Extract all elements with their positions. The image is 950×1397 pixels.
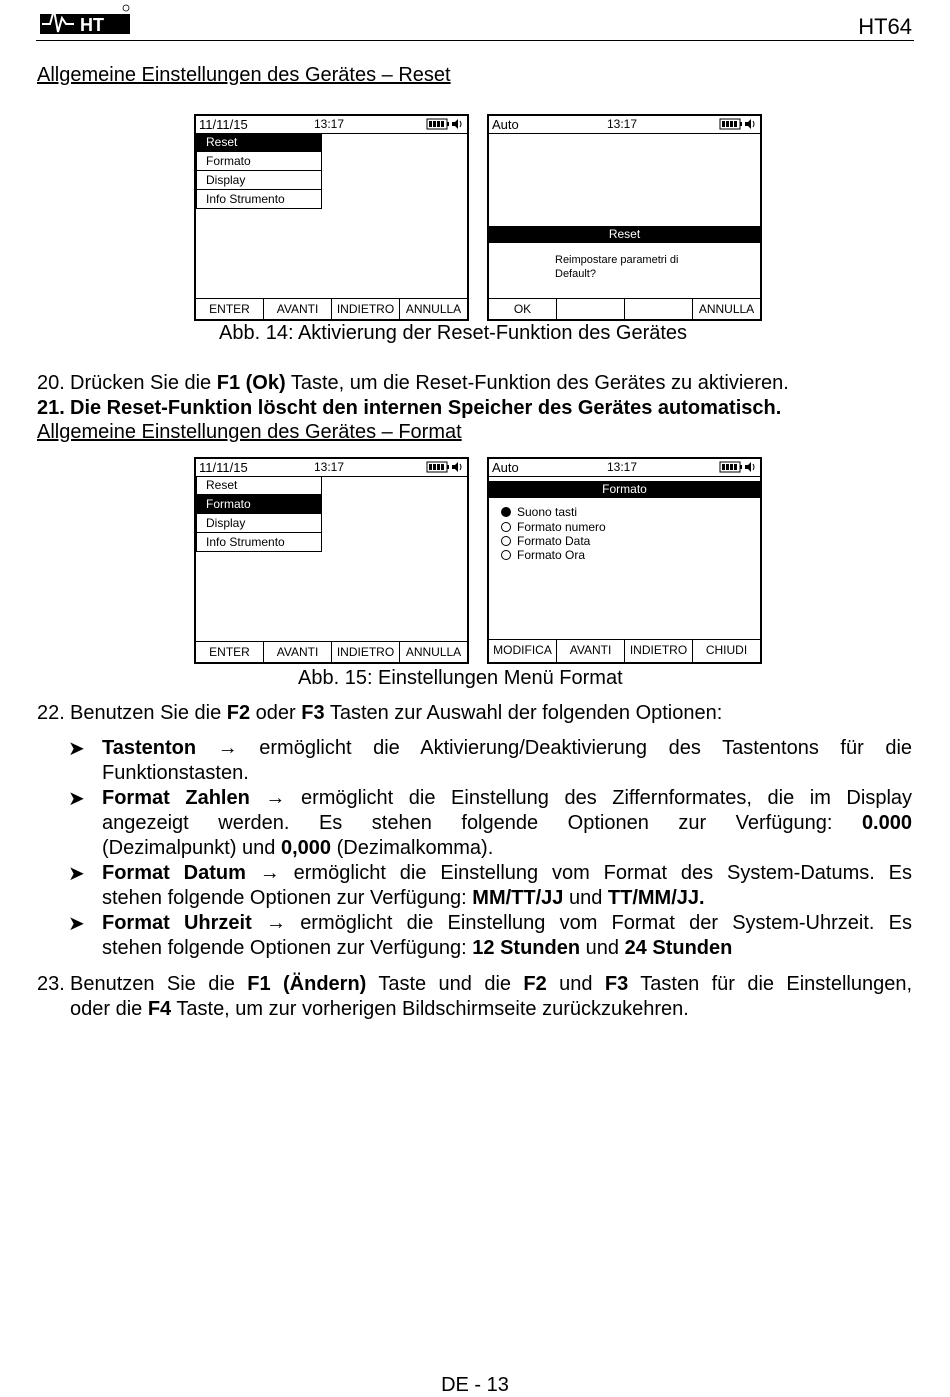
option-value: 24 Stunden — [624, 937, 733, 959]
option-label: Suono tasti — [517, 505, 578, 519]
bullet-arrow-icon: ➤ — [68, 913, 85, 935]
softkey-annulla[interactable]: ANNULLA — [405, 645, 462, 659]
screen-settings-menu-format — [194, 457, 469, 664]
softkey-empty-2 — [557, 299, 625, 319]
option-label: Formato numero — [517, 520, 606, 534]
radio-selected-icon — [501, 507, 511, 517]
menu-item-reset[interactable]: Reset — [196, 133, 322, 152]
reset-dialog-message-2: Default? — [555, 268, 596, 280]
battery-speaker-icon — [426, 117, 464, 131]
option-value: MM/TT/JJ — [472, 887, 564, 909]
bullet-arrow-icon: ➤ — [68, 738, 85, 760]
brand-text: HT — [80, 15, 104, 35]
softkey-ok[interactable]: OK — [489, 299, 557, 319]
status-bar — [196, 116, 467, 134]
status-bar — [489, 459, 760, 477]
option-label: Formato Ora — [517, 548, 586, 562]
option-formato-data[interactable] — [501, 534, 590, 548]
step-22 — [37, 701, 722, 726]
menu-item-reset[interactable]: Reset — [196, 476, 322, 495]
status-time: 13:17 — [314, 117, 345, 131]
softkey-bar — [489, 298, 760, 319]
step-number: 21. — [37, 397, 65, 419]
radio-icon — [501, 550, 511, 560]
right-arrow-icon: → — [265, 787, 286, 809]
bullet-tastenton — [102, 736, 912, 786]
step-23 — [37, 972, 912, 1022]
option-label: Formato Data — [517, 534, 591, 548]
softkey-enter[interactable]: ENTER — [196, 642, 264, 662]
status-bar — [196, 459, 467, 477]
bullet-format-uhrzeit — [102, 911, 912, 961]
bullet-arrow-icon: ➤ — [68, 788, 85, 810]
ht-logo — [40, 4, 130, 36]
menu-item-formato[interactable]: Formato — [196, 495, 322, 514]
battery-speaker-icon — [719, 117, 757, 131]
menu-item-formato[interactable]: Formato — [196, 152, 322, 171]
radio-icon — [501, 536, 511, 546]
bullet-text: stehen folgende Optionen zur Verfügung: — [102, 937, 473, 959]
bullet-text: (Dezimalpunkt) und — [102, 837, 281, 859]
page-number: DE - 13 — [441, 1374, 509, 1396]
softkey-bar — [489, 639, 760, 662]
bullet-text: ermöglicht die Aktivierung/Deaktivierung des Tastentons für die — [259, 737, 913, 759]
step-20 — [37, 371, 789, 396]
key-f2: F2 — [226, 702, 251, 724]
softkey-avanti[interactable]: AVANTI — [264, 299, 332, 319]
figure-caption-14: Abb. 14: Aktivierung der Reset-Funktion des Gerätes — [219, 322, 688, 344]
step-text: Tasten für die Einstellungen, — [628, 973, 913, 995]
step-text: und — [546, 973, 605, 995]
softkey-bar — [196, 298, 467, 319]
settings-menu — [196, 133, 322, 209]
status-time: 13:17 — [607, 117, 638, 131]
step-text: Benutzen Sie die — [70, 973, 248, 995]
section-heading-format: Allgemeine Einstellungen des Gerätes – Format — [37, 421, 462, 443]
softkey-indietro[interactable]: INDIETRO — [332, 299, 400, 319]
status-mode: Auto — [492, 460, 519, 475]
menu-item-info-strumento[interactable]: Info Strumento — [196, 533, 322, 552]
bullet-text: Funktionstasten. — [102, 762, 249, 784]
reset-dialog-title: Reset — [489, 226, 760, 243]
bullet-text: stehen folgende Optionen zur Verfügung: — [102, 887, 473, 909]
softkey-chiudi[interactable]: CHIUDI — [705, 643, 748, 657]
step-number: 22. — [37, 702, 65, 724]
key-f4: F4 — [147, 998, 172, 1020]
option-value: 12 Stunden — [472, 937, 581, 959]
softkey-empty-3 — [625, 299, 693, 319]
bullet-text: ermöglicht die Einstellung vom Format der System-Uhrzeit. Es — [300, 912, 912, 934]
menu-item-display[interactable]: Display — [196, 514, 322, 533]
bullet-format-datum — [102, 861, 912, 911]
step-21 — [37, 396, 781, 421]
header-rule — [36, 40, 914, 41]
key-f3: F3 — [604, 973, 629, 995]
bullet-text: ermöglicht die Einstellung des Ziffernformates, die im Display — [300, 787, 913, 809]
bullet-text: angezeigt werden. Es stehen folgende Optionen zur Verfügung: — [102, 812, 862, 834]
bullet-text: (Dezimalkomma). — [331, 837, 494, 859]
step-text: Drücken Sie die — [70, 372, 217, 394]
option-suono-tasti[interactable] — [501, 505, 577, 519]
status-date: 11/11/15 — [199, 460, 248, 475]
step-text: Taste, um zur vorherigen Bildschirmseite zurückzukehren. — [171, 998, 689, 1020]
bullet-term: Tastenton — [102, 737, 197, 759]
softkey-enter[interactable]: ENTER — [196, 299, 264, 319]
screen-reset-dialog — [487, 114, 762, 321]
softkey-annulla[interactable]: ANNULLA — [698, 302, 755, 316]
softkey-avanti[interactable]: AVANTI — [264, 642, 332, 662]
screen-format-options — [487, 457, 762, 664]
bullet-term: Format Uhrzeit — [102, 912, 252, 934]
bullet-term: Format Datum — [102, 862, 246, 884]
figure-caption-15: Abb. 15: Einstellungen Menü Format — [298, 667, 623, 689]
softkey-indietro[interactable]: INDIETRO — [332, 642, 400, 662]
step-text: Die Reset-Funktion löscht den internen Speicher des Gerätes automatisch. — [70, 397, 782, 419]
key-f3: F3 — [301, 702, 325, 724]
bullet-text: und — [580, 937, 625, 959]
bullet-text: und — [563, 887, 608, 909]
format-panel-title: Formato — [489, 481, 760, 498]
status-time: 13:17 — [607, 460, 638, 474]
right-arrow-icon: → — [217, 737, 238, 759]
battery-speaker-icon — [426, 460, 464, 474]
radio-icon — [501, 522, 511, 532]
status-mode: Auto — [492, 117, 519, 132]
softkey-modifica[interactable]: MODIFICA — [489, 640, 557, 662]
reset-dialog-message-1: Reimpostare parametri di — [555, 254, 679, 266]
menu-item-display[interactable]: Display — [196, 171, 322, 190]
softkey-indietro[interactable]: INDIETRO — [625, 640, 693, 662]
bullet-term: Format Zahlen — [102, 787, 250, 809]
step-text: Taste und die — [366, 973, 524, 995]
menu-item-info-strumento[interactable]: Info Strumento — [196, 190, 322, 209]
option-value: TT/MM/JJ. — [607, 887, 705, 909]
section-heading-reset: Allgemeine Einstellungen des Gerätes – Reset — [37, 64, 451, 86]
right-arrow-icon: → — [259, 862, 280, 884]
step-text: oder die — [70, 998, 148, 1020]
screen-settings-menu-reset — [194, 114, 469, 321]
step-number: 23. — [37, 973, 65, 995]
softkey-bar — [196, 641, 467, 662]
key-f2: F2 — [523, 973, 547, 995]
softkey-avanti[interactable]: AVANTI — [557, 640, 625, 662]
bullet-arrow-icon: ➤ — [68, 863, 85, 885]
bullet-format-zahlen — [102, 786, 912, 861]
status-bar — [489, 116, 760, 134]
battery-speaker-icon — [719, 460, 757, 474]
model-name: HT64 — [858, 14, 912, 39]
option-formato-numero[interactable] — [501, 520, 606, 534]
settings-menu — [196, 476, 322, 552]
option-value: 0,000 — [280, 837, 332, 859]
key-f1: F1 (Ändern) — [247, 973, 367, 995]
step-text: Taste, um die Reset-Funktion des Gerätes zu aktivieren. — [285, 372, 789, 394]
right-arrow-icon: → — [265, 912, 286, 934]
option-value: 0.000 — [861, 812, 912, 834]
key-f1: F1 (Ok) — [216, 372, 286, 394]
status-time: 13:17 — [314, 460, 345, 474]
status-date: 11/11/15 — [199, 117, 248, 132]
bullet-text: ermöglicht die Einstellung vom Format des System-Datums. Es — [293, 862, 913, 884]
step-text: Tasten zur Auswahl der folgenden Optionen: — [324, 702, 723, 724]
option-formato-ora[interactable] — [501, 548, 585, 562]
step-text: Benutzen Sie die — [70, 702, 227, 724]
softkey-annulla[interactable]: ANNULLA — [405, 302, 462, 316]
step-number: 20. — [37, 372, 65, 394]
step-text: oder — [250, 702, 302, 724]
